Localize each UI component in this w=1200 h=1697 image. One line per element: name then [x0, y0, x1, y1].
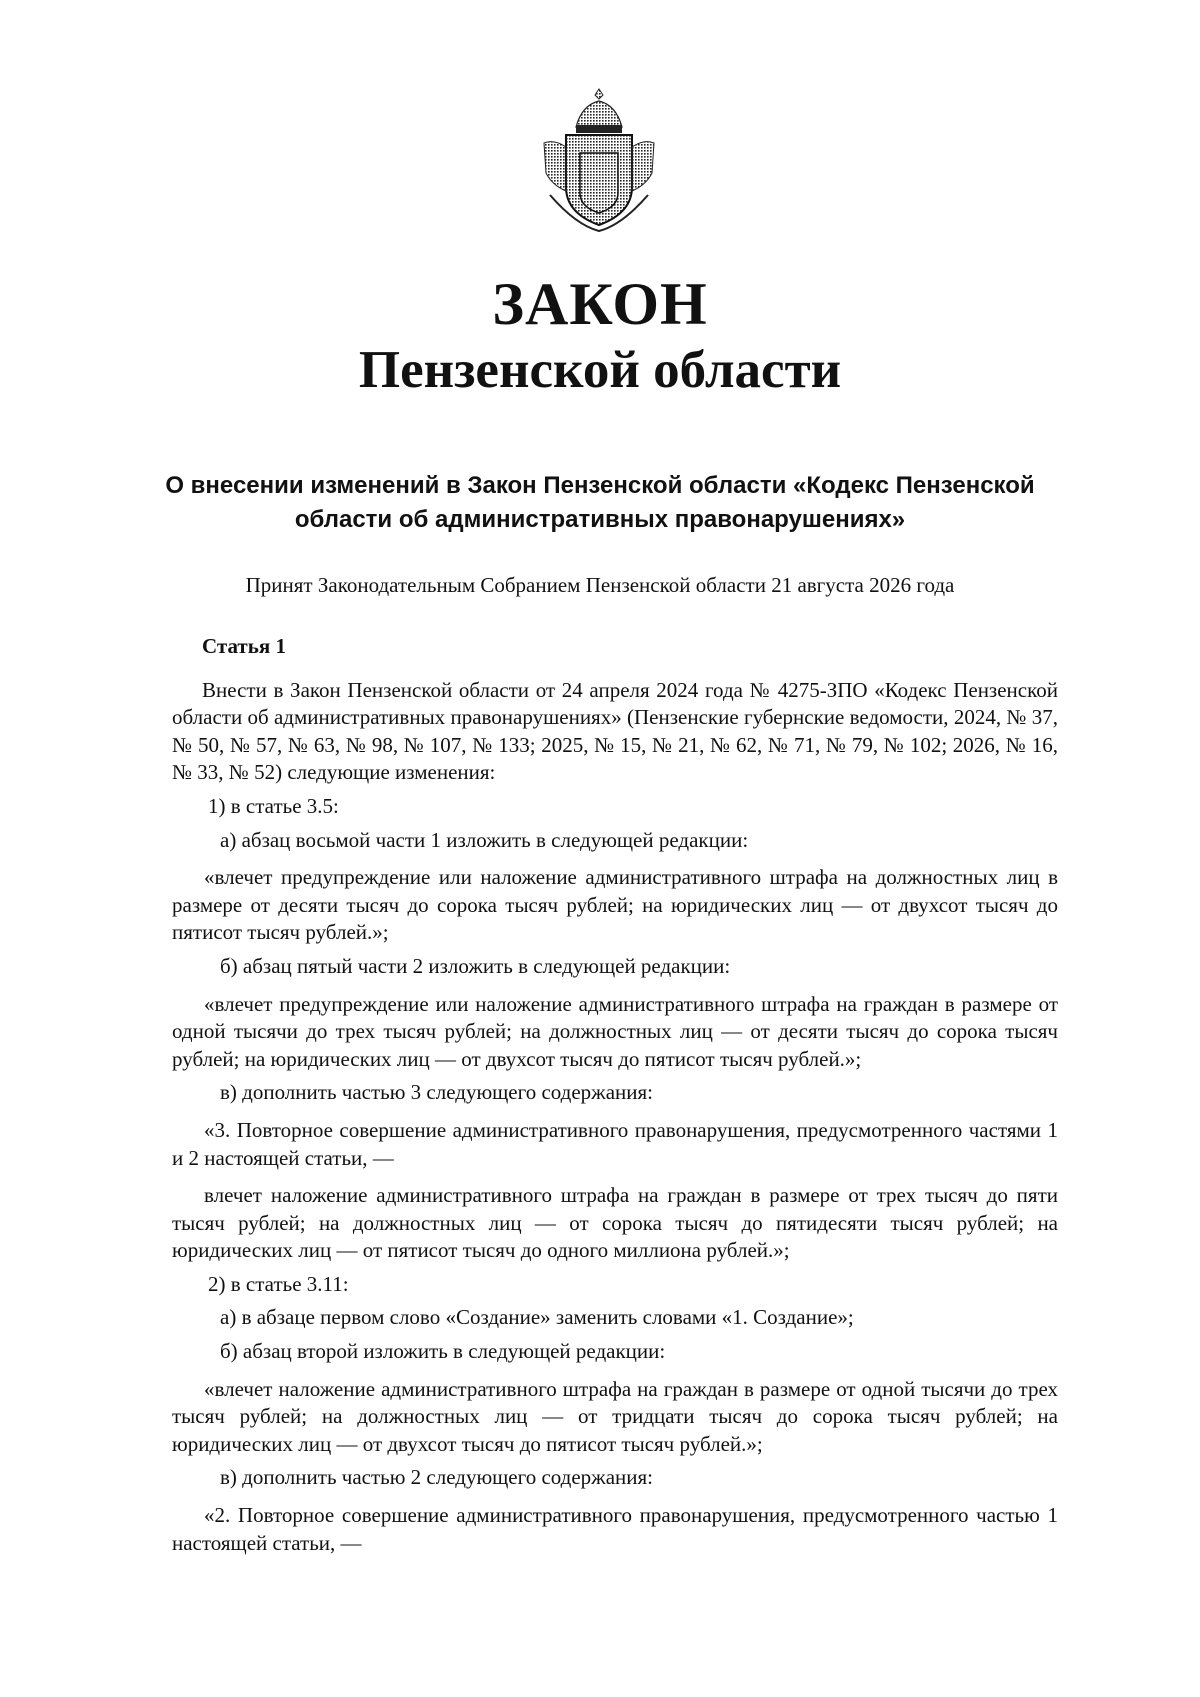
item-1a: а) абзац восьмой части 1 изложить в следующей редакции:	[220, 827, 749, 852]
item-2c: в) дополнить частью 2 следующего содержания:	[220, 1465, 653, 1490]
law-subject: О внесении изменений в Закон Пензенской области «Кодекс Пензенской области об административных правонарушениях»	[165, 472, 1035, 533]
adoption-note: Принят Законодательным Собранием Пензенской области 21 августа 2026 года	[245, 573, 955, 597]
quote-1c-part-2: влечет наложение административного штрафа на граждан в размере от трех тысяч до пяти тысяч рублей; на должностных лиц — от сорока тысяч до пятидесяти тысяч рублей; на юридических лиц — от пятисот тысяч до одного миллиона рублей.»;	[172, 1183, 1058, 1263]
item-1c: в) дополнить частью 3 следующего содержания:	[220, 1080, 653, 1105]
quote-2b: «влечет наложение административного штрафа на граждан в размере от одной тысячи до трех тысяч рублей; на должностных лиц — от тридцати тысяч до сорока тысяч рублей; на юридических лиц — от двухсот тысяч до пятисот тысяч рублей.»;	[172, 1376, 1058, 1456]
quote-1b: «влечет предупреждение или наложение административного штрафа на граждан в размере от одной тысячи до трех тысяч рублей; на должностных лиц — от десяти тысяч до сорока тысяч рублей; на юридических лиц — от двухсот тысяч до пятисот тысяч рублей.»;	[172, 991, 1058, 1071]
quote-1a: «влечет предупреждение или наложение административного штрафа на должностных лиц в размере от десяти тысяч до сорока тысяч рублей; на юридических лиц — от двухсот тысяч до пятисот тысяч рублей.»;	[172, 865, 1058, 945]
article-heading: Статья 1	[202, 634, 286, 658]
law-title: ЗАКОН	[492, 271, 708, 337]
item-1: 1) в статье 3.5:	[208, 793, 339, 818]
article-intro: Внести в Закон Пензенской области от 24 апреля 2024 года № 4275-ЗПО «Кодекс Пензенской области об административных правонарушениях» (Пензенские губернские ведомости, 2024, № 37, № 50, № 57, № 63, № 98, № 107, № 133; 2025, № 15, № 21, № 62, № 71, № 79, № 102; 2026, № 16, № 33, № 52) следующие изменения:	[172, 677, 1058, 785]
item-1b: б) абзац пятый части 2 изложить в следующей редакции:	[220, 953, 731, 978]
item-2b: б) абзац второй изложить в следующей редакции:	[220, 1339, 666, 1364]
region-title: Пензенской области	[358, 341, 842, 399]
quote-2c: «2. Повторное совершение административного правонарушения, предусмотренного частью 1 настоящей статьи, —	[172, 1503, 1058, 1555]
quote-1c-part-1: «3. Повторное совершение административного правонарушения, предусмотренного частями 1 и 2 настоящей статьи, —	[172, 1117, 1058, 1170]
item-2: 2) в статье 3.11:	[208, 1271, 349, 1296]
item-2a: а) в абзаце первом слово «Создание» заменить словами «1. Создание»;	[220, 1305, 854, 1330]
coat-of-arms-icon	[536, 87, 662, 233]
document-body	[172, 633, 1058, 1557]
